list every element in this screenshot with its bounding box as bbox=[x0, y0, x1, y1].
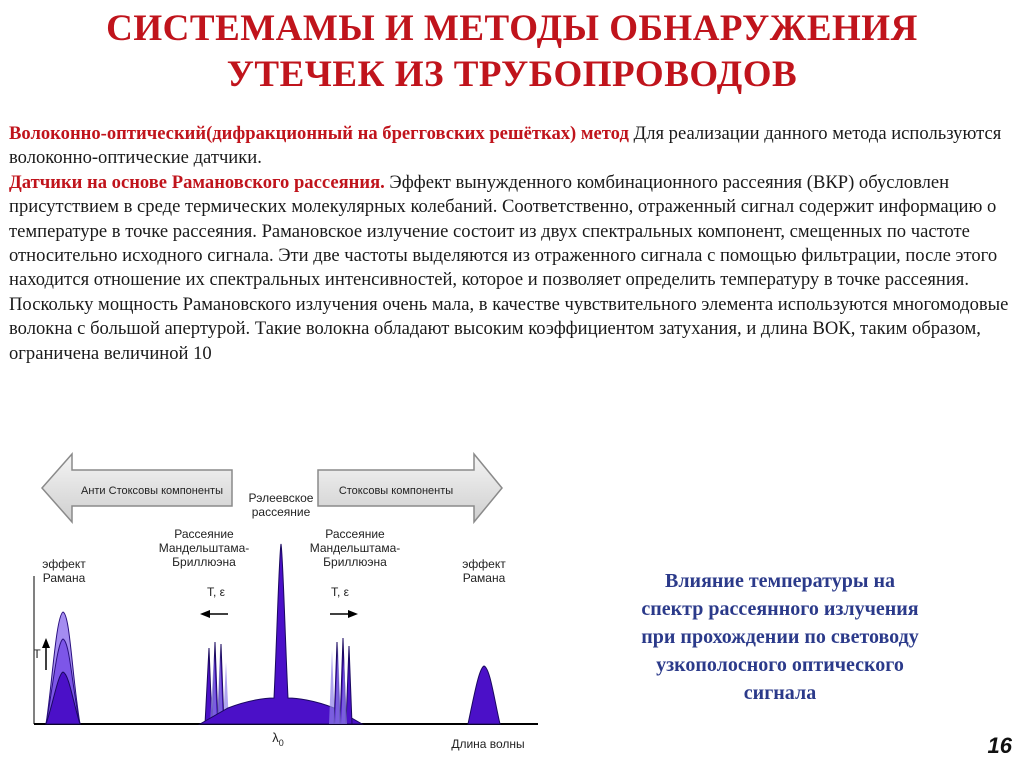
spectrum-figure bbox=[0, 436, 560, 767]
page-number: 16 bbox=[987, 733, 1012, 758]
caption-line-4: узкополосного оптического bbox=[656, 654, 904, 676]
brillouin-right-label-1: Рассеяние bbox=[325, 527, 385, 541]
stokes-label: Стоксовы компоненты bbox=[338, 485, 454, 497]
title-line-2: УТЕЧЕК ИЗ ТРУБОПРОВОДОВ bbox=[226, 54, 798, 95]
body-text bbox=[9, 122, 1015, 454]
raman-right-peak bbox=[468, 666, 500, 724]
anti-stokes-label: Анти Стоксовы компоненты bbox=[80, 485, 224, 497]
raman-sensors-text: Эффект вынужденного комбинационного рассеяния (ВКР) обусловлен присутствием в среде термических молекулярных колебаний. Соответственно, отраженный сигнал содержит информацию о температуре в точке рассеяния. Рамановское излучение состоит из двух спектральных компонент, смещенных по частоте относительно исходного сигнала. Эти две частоты выделяются из отраженного сигнала с помощью фильтрации, после этого находится отношение их спектральных интенсивностей, которое и позволяет определить температуру в точке рассеяния. Поскольку мощность Рамановского излучения очень мала, в качестве чувствительного элемента используются многомодовые волокна с большой апертурой. Такие волокна обладают высоким коэффициентом затухания, и длина ВОК, таким образом, ограничена величиной 10 bbox=[9, 171, 1009, 364]
raman-left-label-1: эффект bbox=[42, 557, 86, 571]
caption-line-1: Влияние температуры на bbox=[665, 570, 895, 592]
x-axis-label: Длина волны bbox=[451, 737, 525, 751]
brillouin-left-label-2: Мандельштама- bbox=[158, 541, 250, 555]
t-eps-right-label: T, ε bbox=[330, 585, 350, 599]
raman-right-label-1: эффект bbox=[462, 557, 506, 571]
brillouin-left-label-1: Рассеяние bbox=[174, 527, 234, 541]
caption-line-3: при прохождении по световоду bbox=[641, 626, 919, 648]
slide-title bbox=[0, 6, 1024, 98]
lambda-symbol: λ bbox=[272, 730, 279, 745]
y-axis-label: T bbox=[33, 647, 41, 661]
caption-line-2: спектр рассеянного излучения bbox=[641, 598, 919, 620]
figure-caption bbox=[588, 567, 972, 707]
fbg-method-text: Для реализации данного метода используются волоконно-оптические датчики. bbox=[9, 123, 1002, 169]
fbg-method-heading: Волоконно-оптический(дифракционный на брегговских решётках) метод bbox=[9, 123, 629, 144]
brillouin-left-label-3: Бриллюэна bbox=[172, 555, 236, 569]
brillouin-right-arrow-head bbox=[348, 610, 358, 618]
lambda-label bbox=[272, 730, 284, 748]
brillouin-left-arrow-head bbox=[200, 610, 210, 618]
t-eps-left-label: T, ε bbox=[206, 585, 226, 599]
brillouin-right-label-3: Бриллюэна bbox=[323, 555, 387, 569]
rayleigh-label-2: рассеяние bbox=[251, 505, 311, 519]
rayleigh-label-1: Рэлеевское bbox=[248, 491, 314, 505]
lambda-subscript: 0 bbox=[278, 738, 284, 748]
temperature-arrow-head bbox=[42, 638, 50, 648]
brillouin-right-label-2: Мандельштама- bbox=[309, 541, 401, 555]
brillouin-right-peaks-shadow bbox=[329, 646, 347, 724]
raman-left-label-2: Рамана bbox=[42, 571, 86, 585]
caption-line-5: сигнала bbox=[743, 682, 817, 704]
raman-sensors-heading: Датчики на основе Рамановского рассеяния. bbox=[9, 171, 385, 193]
raman-right-label-2: Рамана bbox=[462, 571, 506, 585]
title-line-1: СИСТЕМАМЫ И МЕТОДЫ ОБНАРУЖЕНИЯ bbox=[106, 8, 918, 49]
